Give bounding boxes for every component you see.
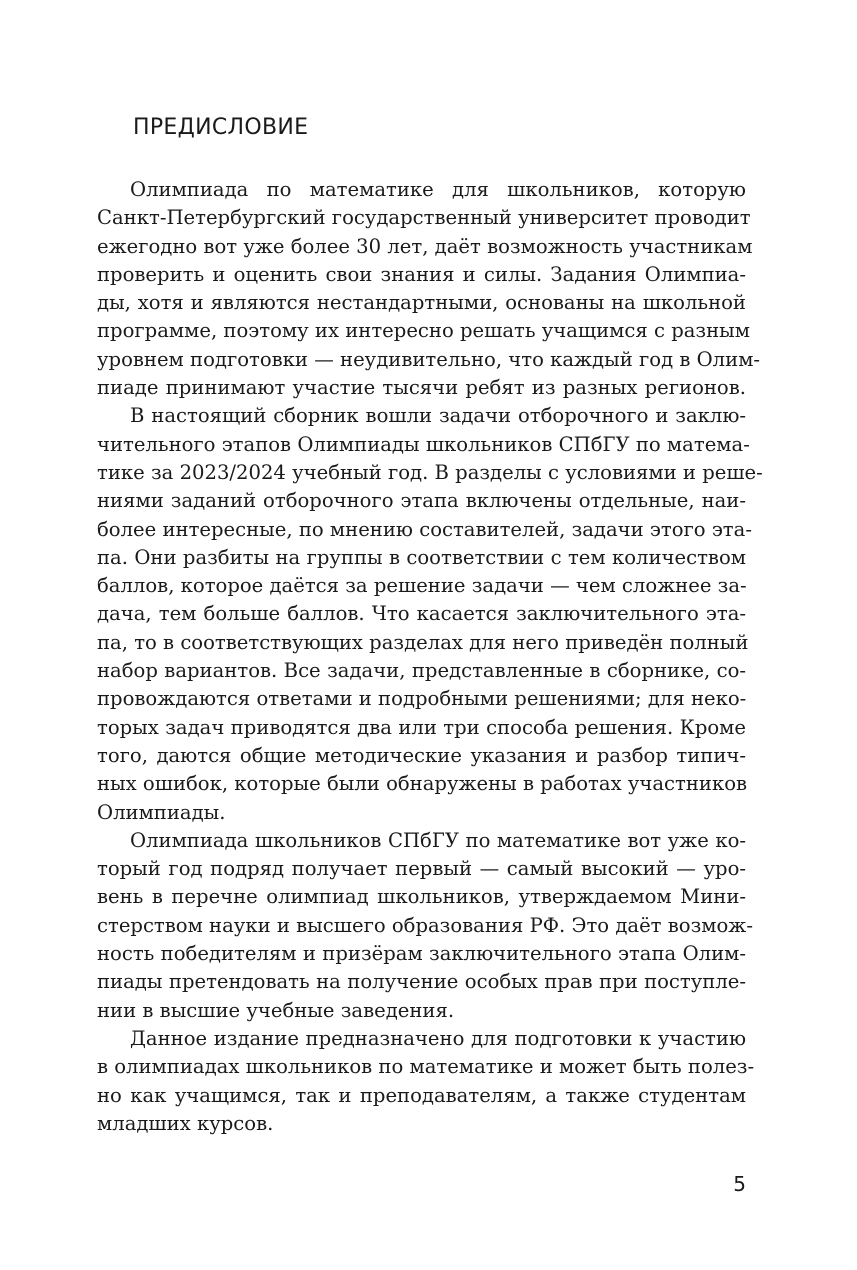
text-line: пиады претендовать на получение особых прав при поступле- bbox=[97, 970, 746, 994]
text-line: дача, тем больше баллов. Что касается заключительного эта- bbox=[97, 602, 746, 626]
text-line: уровнем подготовки — неудивительно, что каждый год в Олим- bbox=[97, 347, 761, 371]
text-line: провождаются ответами и подробными решениями; для неко- bbox=[97, 687, 747, 711]
text-line: программе, поэтому их интересно решать учащимся с разным bbox=[97, 319, 750, 343]
text-line: Олимпиады. bbox=[97, 800, 226, 824]
page-title: ПРЕДИСЛОВИЕ bbox=[133, 115, 309, 140]
paragraph bbox=[97, 827, 753, 1025]
text-line: младших курсов. bbox=[97, 1111, 274, 1135]
text-line: тике за 2023/2024 учебный год. В разделы с условиями и реше- bbox=[97, 460, 763, 484]
text-line: более интересные, по мнению составителей, задачи этого эта- bbox=[97, 517, 752, 541]
text-line: вень в перечне олимпиад школьников, утверждаемом Мини- bbox=[97, 885, 746, 909]
text-line: ных ошибок, которые были обнаружены в работах участников bbox=[97, 772, 748, 796]
text-line: Олимпиада школьников СПбГУ по математике вот уже ко- bbox=[130, 828, 746, 852]
text-line: Санкт-Петербургский государственный университет проводит bbox=[97, 206, 751, 230]
text-line: ность победителям и призёрам заключительного этапа Олим- bbox=[97, 942, 746, 966]
text-line: Олимпиада по математике для школьников, которую bbox=[130, 178, 746, 201]
text-line: но как учащимся, так и преподавателям, а также студентам bbox=[97, 1083, 746, 1107]
text-line: па, то в соответствующих разделах для него приведён полный bbox=[97, 630, 749, 654]
paragraph bbox=[97, 402, 763, 826]
text-line: ды, хотя и являются нестандартными, основаны на школьной bbox=[97, 291, 746, 315]
text-line: того, даются общие методические указания и разбор типич- bbox=[97, 743, 746, 767]
text-line: В настоящий сборник вошли задачи отборочного и заклю- bbox=[130, 404, 746, 428]
text-line: ежегодно вот уже более 30 лет, даёт возможность участникам bbox=[97, 234, 753, 258]
text-line: торый год подряд получает первый — самый высокий — уро- bbox=[97, 857, 746, 881]
paragraph bbox=[97, 1025, 755, 1138]
page-number: 5 bbox=[733, 1172, 746, 1196]
text-line: торых задач приводятся два или три способа решения. Кроме bbox=[97, 715, 746, 739]
text-line: пиаде принимают участие тысячи ребят из разных регионов. bbox=[97, 376, 746, 400]
text-line: нии в высшие учебные заведения. bbox=[97, 998, 455, 1022]
text-line: па. Они разбиты на группы в соответствии с тем количеством bbox=[97, 545, 746, 569]
text-line: баллов, которое даётся за решение задачи — чем сложнее за- bbox=[97, 574, 747, 598]
text-line: набор вариантов. Все задачи, представленные в сборнике, со- bbox=[97, 659, 746, 683]
text-line: чительного этапов Олимпиады школьников СПбГУ по матема- bbox=[97, 432, 750, 456]
text-line: стерством науки и высшего образования РФ. Это даёт возмож- bbox=[97, 913, 753, 937]
text-line: ниями заданий отборочного этапа включены отдельные, наи- bbox=[97, 489, 746, 513]
text-line: в олимпиадах школьников по математике и может быть полез- bbox=[97, 1055, 755, 1079]
preface-body bbox=[97, 176, 763, 1138]
text-line: проверить и оценить свои знания и силы. Задания Олимпиа- bbox=[97, 262, 746, 286]
text-line: Данное издание предназначено для подготовки к участию bbox=[130, 1026, 746, 1050]
paragraph bbox=[97, 176, 761, 402]
